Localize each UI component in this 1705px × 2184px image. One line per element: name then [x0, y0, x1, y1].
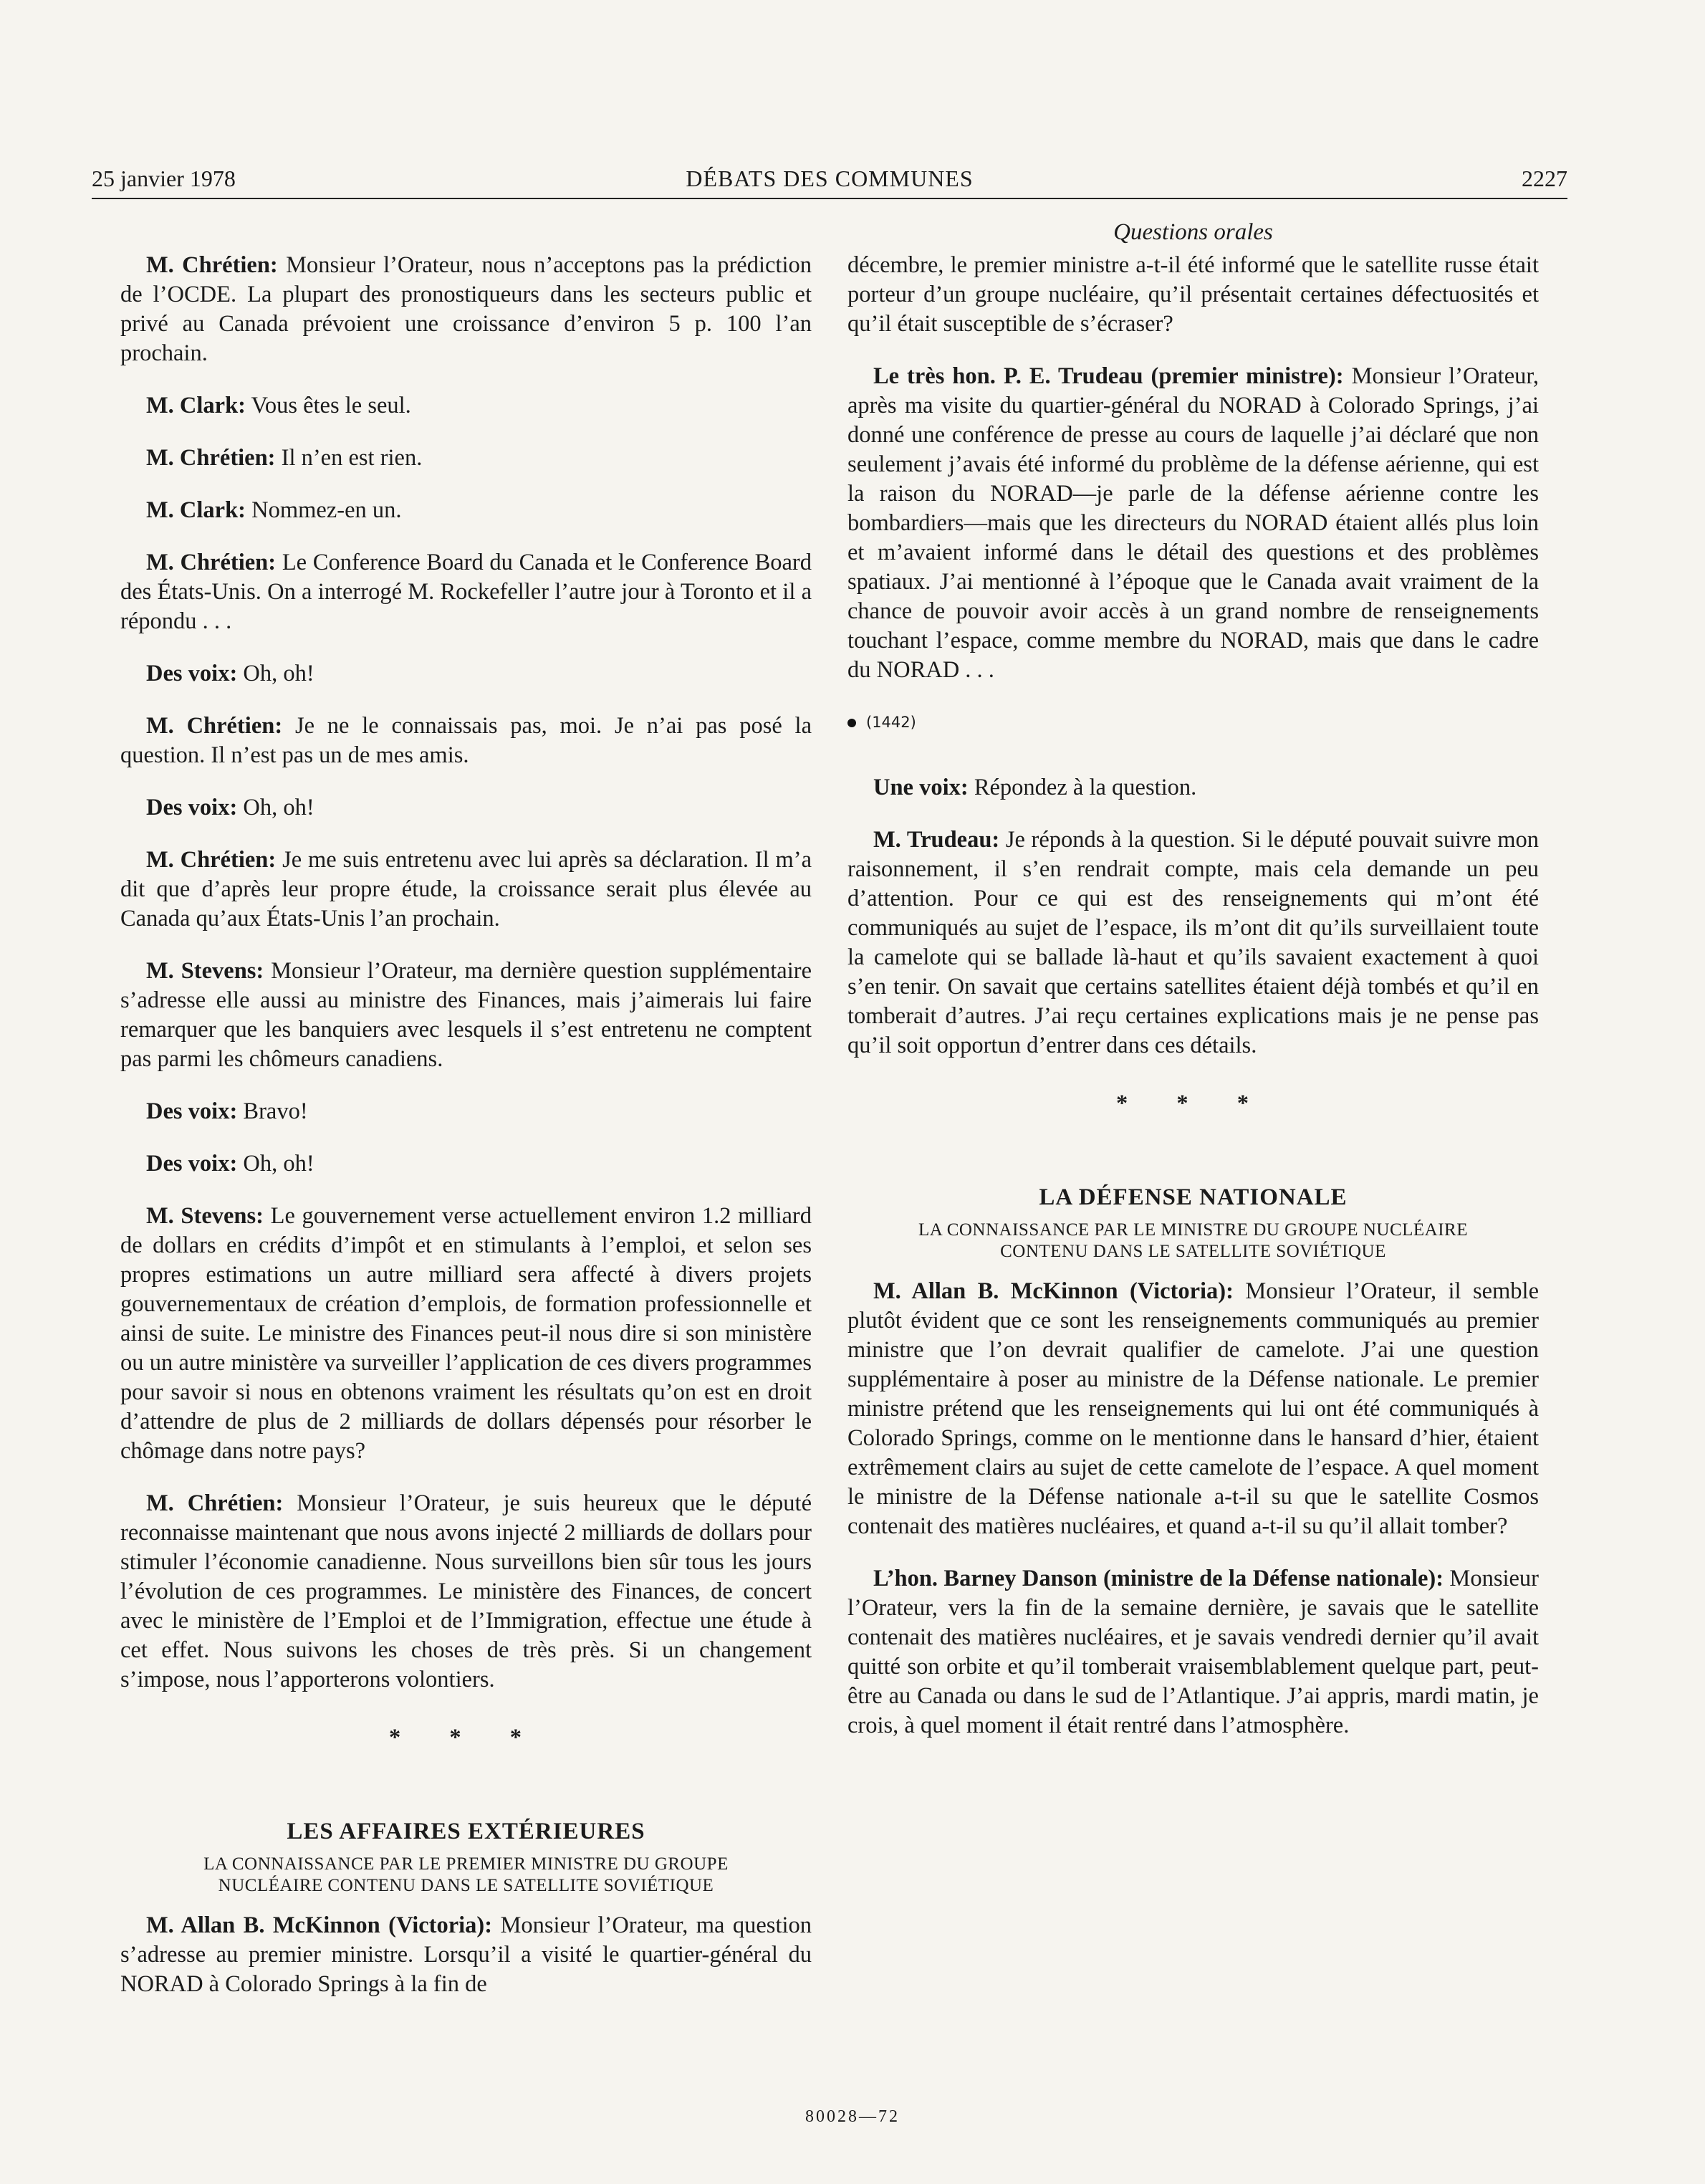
header-page-number: 2227	[1522, 166, 1567, 191]
speech-text: Répondez à la question.	[974, 775, 1197, 800]
speech-text: Il n’en est rien.	[281, 445, 423, 471]
speech-text: Bravo!	[243, 1098, 308, 1124]
right-paragraphs-b	[847, 773, 1539, 1060]
speaker: Le très hon. P. E. Trudeau (premier ministre):	[873, 363, 1344, 389]
speaker: M. Clark:	[146, 497, 246, 523]
speech-text: Je réponds à la question. Si le député pouvait suivre mon raisonnement, il s’en rendrait compte, mais cela demande un peu d’attention. Pour ce qui est des renseignements qui m’ont été communiqués au sujet de l’espace, ils m’ont dit qu’ils surveillaient toute la camelote qui se ballade là-haut et qu’ils savaient exactement à quoi s’en tenir. On savait que certains satellites étaient déjà tombés et qu’il en tomberait d’autres. J’ai reçu certaines explications mais je ne pense pas qu’il soit opportun d’entrer dans ces détails.	[847, 827, 1540, 1058]
paragraph	[120, 1097, 812, 1126]
speech-text: Monsieur l’Orateur, vers la fin de la semaine dernière, je savais que le satellite contenait des matières nucléaires, et je savais vendredi dernier qu’il avait quitté son orbite et qu’il tomberait vraisemblablement quelque part, peut-être au Canada ou dans le sud de l’Atlantique. J’ai appris, mardi matin, je crois, à quel moment il était rentré dans l’atmosphère.	[847, 1566, 1539, 1738]
speaker: M. Chrétien:	[146, 713, 283, 739]
speech-text: Vous êtes le seul.	[251, 393, 411, 418]
speech-text: Le Conference Board du Canada et le Conference Board des États-Unis. On a interrogé M. Rockefeller l’autre jour à Toronto et il a répondu . . .	[120, 550, 812, 634]
paragraph	[847, 773, 1539, 803]
speech-text: Monsieur l’Orateur, ma question s’adresse au premier ministre. Lorsqu’il a visité le quartier-général du NORAD à Colorado Springs à la fin de	[120, 1912, 812, 1997]
speech-text: Monsieur l’Orateur, après ma visite du quartier-général du NORAD à Colorado Springs, j’ai donné une conférence de presse au cours de laquelle j’ai déclaré que non seulement j’avais été informé du problème de la défense aérienne, qui est la raison du NORAD—je parle de la défense aérienne contre les bombardiers—mais que les directeurs du NORAD étaient allés plus loin et m’avaient informé dans le détail des questions et des problèmes spatiaux. J’ai mentionné à l’époque que le Canada avait vraiment de la chance de pouvoir avoir accès à un grand nombre de renseignements touchant l’espace, comme membre du NORAD, mais que dans le cadre du NORAD . . .	[847, 363, 1540, 683]
subheading-line: LA CONNAISSANCE PAR LE MINISTRE DU GROUPE NUCLÉAIRE	[918, 1220, 1468, 1240]
speaker: L’hon. Barney Danson (ministre de la Défense nationale):	[873, 1566, 1444, 1591]
subheading-line: LA CONNAISSANCE PAR LE PREMIER MINISTRE DU GROUPE	[203, 1854, 729, 1874]
speaker: M. Allan B. McKinnon (Victoria):	[146, 1912, 493, 1938]
section-heading: LES AFFAIRES EXTÉRIEURES	[287, 1819, 645, 1844]
speech-text: Oh, oh!	[243, 795, 314, 820]
speaker: Des voix:	[146, 661, 238, 686]
paragraph	[120, 1911, 812, 1999]
speaker: M. Chrétien:	[146, 1490, 284, 1516]
speaker: Des voix:	[146, 1151, 238, 1177]
speech-text: Monsieur l’Orateur, il semble plutôt évident que ce sont les renseignements communiqués au premier ministre que l’on devrait qualifier de camelote. J’ai une question supplémentaire à poser au ministre de la Défense nationale. Le premier ministre prétend que les renseignements qui lui ont été communiqués à Colorado Springs, comme on le mentionne dans le hansard d’hier, étaient extrêmement clairs au sujet de cette camelote de l’espace. A quel moment le ministre de la Défense nationale a-t-il su que le satellite Cosmos contenait des matières nucléaires, et quand a-t-il su qu’il allait tomber?	[847, 1278, 1539, 1539]
paragraph	[120, 391, 812, 421]
paragraph	[120, 496, 812, 525]
speaker: Une voix:	[873, 775, 969, 800]
speech-text: Monsieur l’Orateur, nous n’acceptons pas la prédiction de l’OCDE. La plupart des pronostiqueurs dans les secteurs public et privé au Canada prévoient une croissance d’environ 5 p. 100 l’an prochain.	[120, 252, 812, 366]
speaker: Des voix:	[146, 795, 238, 820]
paragraph	[120, 957, 812, 1074]
paragraph	[120, 1202, 812, 1466]
speech-text: Oh, oh!	[243, 1151, 314, 1177]
speaker: Des voix:	[146, 1098, 238, 1124]
right-paragraphs-c	[847, 1277, 1539, 1740]
paragraph	[120, 1489, 812, 1695]
speech-text: Monsieur l’Orateur, je suis heureux que le député reconnaisse maintenant que nous avons injecté 2 milliards de dollars pour stimuler l’économie canadienne. Nous surveillons bien sûr tous les jours l’évolution de ces programmes. Le ministère des Finances, de concert avec le ministère de l’Emploi et de l’Immigration, effectue une étude à cet effet. Nous suivons les choses de très près. Si un changement s’impose, nous l’apporterons volontiers.	[120, 1490, 812, 1692]
right-paragraphs-a	[847, 362, 1539, 685]
speaker: M. Allan B. McKinnon (Victoria):	[873, 1278, 1234, 1304]
speech-text: Le gouvernement verse actuellement environ 1.2 milliard de dollars en crédits d’impôt et en stimulants à l’emploi, et selon ses propres estimations un autre milliard sera affecté à divers projets gouvernementaux de création d’emplois, de formation professionnelle et ainsi de suite. Le ministre des Finances peut-il nous dire si son ministère ou un autre ministère va surveiller l’application de ces divers programmes pour savoir si nous en obtenons vraiment les résultats qu’on est en droit d’attendre de plus de 2 milliards de dollars dépensés pour résorber le chômage dans notre pays?	[120, 1203, 812, 1464]
paragraph	[847, 362, 1539, 685]
speaker: M. Trudeau:	[873, 827, 1000, 853]
paragraph-continued: décembre, le premier ministre a-t-il été informé que le satellite russe était porteur d’un groupe nucléaire, qu’il présentait certaines défectuosités et qu’il était susceptible de s’écraser?	[847, 252, 1539, 337]
paragraph	[120, 1149, 812, 1179]
header-title: DÉBATS DES COMMUNES	[686, 166, 974, 191]
speech-text: Monsieur l’Orateur, ma dernière question supplémentaire s’adresse elle aussi au ministre des Finances, mais j’aimerais lui faire remarquer que les banquiers avec lesquels il s’est entretenu ne comptent pas parmi les chômeurs canadiens.	[120, 958, 812, 1072]
speaker: M. Chrétien:	[146, 445, 276, 471]
speaker: M. Clark:	[146, 393, 246, 418]
running-head: Questions orales	[1113, 219, 1273, 245]
paragraph	[847, 1277, 1539, 1541]
speech-text: Je ne le connaissais pas, moi. Je n’ai pas posé la question. Il n’est pas un de mes amis.	[120, 713, 812, 768]
section-separator: * * *	[389, 1725, 543, 1750]
speech-text: Je me suis entretenu avec lui après sa déclaration. Il m’a dit que d’après leur propre étude, la croissance serait plus élevée au Canada qu’aux États-Unis l’an prochain.	[120, 847, 812, 931]
section-subheading	[847, 1220, 1539, 1263]
section-separator: * * *	[1116, 1091, 1270, 1116]
left-paragraphs	[120, 251, 812, 1695]
section-heading: LA DÉFENSE NATIONALE	[1039, 1184, 1348, 1210]
subheading-line: CONTENU DANS LE SATELLITE SOVIÉTIQUE	[1000, 1242, 1386, 1261]
paragraph	[120, 846, 812, 934]
page-footer: 80028—72	[805, 2107, 900, 2126]
subheading-line: NUCLÉAIRE CONTENU DANS LE SATELLITE SOVIÉTIQUE	[218, 1876, 714, 1895]
bullet-icon	[847, 719, 856, 727]
right-column	[847, 251, 1539, 1763]
section-subheading	[120, 1854, 812, 1897]
time-stamp: (1442)	[866, 714, 916, 731]
time-marker	[847, 708, 1539, 737]
paragraph	[847, 825, 1539, 1060]
paragraph	[120, 659, 812, 689]
speaker: M. Stevens:	[146, 1203, 264, 1229]
header-date: 25 janvier 1978	[92, 166, 236, 191]
paragraph	[120, 444, 812, 473]
paragraph	[120, 251, 812, 368]
speaker: M. Chrétien:	[146, 550, 277, 575]
paragraph	[120, 793, 812, 823]
paragraph	[847, 1564, 1539, 1740]
speaker: M. Stevens:	[146, 958, 264, 984]
speaker: M. Chrétien:	[146, 847, 277, 873]
speech-text: Oh, oh!	[243, 661, 314, 686]
paragraph	[120, 712, 812, 770]
paragraph	[120, 548, 812, 636]
speaker: M. Chrétien:	[146, 252, 278, 278]
left-column	[120, 251, 812, 2022]
page-header	[92, 162, 1567, 199]
speech-text: Nommez-en un.	[251, 497, 402, 523]
